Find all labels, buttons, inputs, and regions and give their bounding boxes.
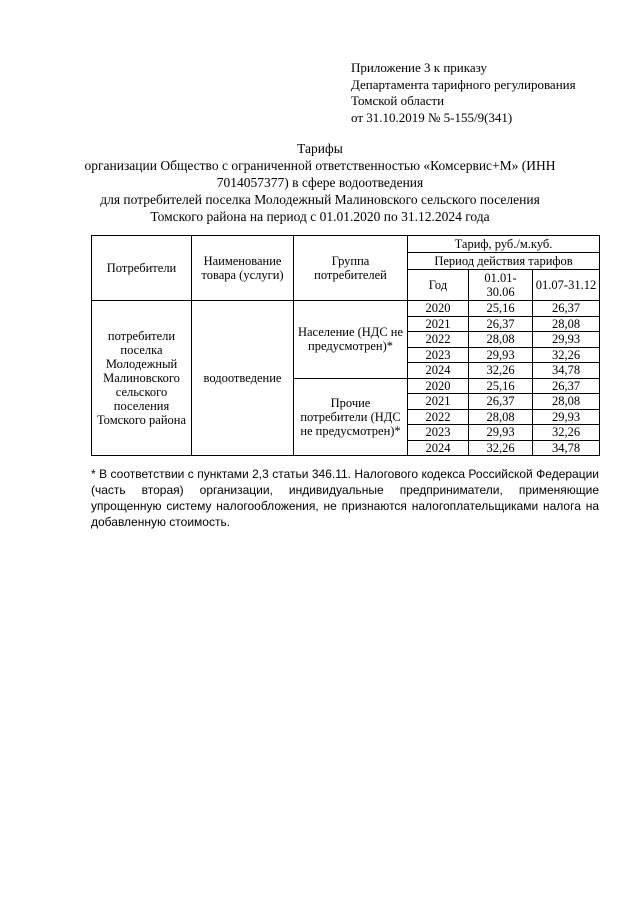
tariff-half2-cell: 29,93 xyxy=(533,409,600,425)
tariff-half2-cell: 28,08 xyxy=(533,316,600,332)
title-line: организации Общество с ограниченной ответственностью «Комсервис+М» (ИНН xyxy=(84,158,556,173)
consumers-cell: потребители поселка Молодежный Малиновского сельского поселения Томского района xyxy=(92,301,192,456)
tariff-half1-cell: 28,08 xyxy=(469,332,533,348)
tariff-half2-cell: 26,37 xyxy=(533,301,600,317)
tariff-half2-cell: 32,26 xyxy=(533,347,600,363)
appendix-order-reference: от 31.10.2019 № 5-155/9(341) xyxy=(351,109,513,125)
year-cell: 2024 xyxy=(408,440,469,456)
tariff-half1-cell: 29,93 xyxy=(469,347,533,363)
tariff-half1-cell: 32,26 xyxy=(469,440,533,456)
title-line: Тарифы xyxy=(297,141,343,156)
header-year: Год xyxy=(408,270,469,301)
year-cell: 2020 xyxy=(408,301,469,317)
tariff-half2-cell: 32,26 xyxy=(533,425,600,441)
tariff-half2-cell: 34,78 xyxy=(533,363,600,379)
title-line: Томского района на период с 01.01.2020 по 31.12.2024 года xyxy=(150,209,490,224)
service-cell: водоотведение xyxy=(192,301,294,456)
tariff-half1-cell: 26,37 xyxy=(469,316,533,332)
header-group: Группа потребителей xyxy=(294,236,408,301)
appendix-line: Департамента тарифного регулирования xyxy=(351,76,576,92)
footnote: * В соответствии с пунктами 2,3 статьи 346.11. Налогового кодекса Российской Федерации (часть вторая) организации, индивидуальные предприниматели, применяющие упрощенную систему налогообложения, не признаются налогоплательщиками налога на добавленную стоимость. xyxy=(91,467,599,529)
tariff-half2-cell: 34,78 xyxy=(533,440,600,456)
document-title xyxy=(70,140,570,225)
header-service: Наименование товара (услуги) xyxy=(192,236,294,301)
tariff-half1-cell: 28,08 xyxy=(469,409,533,425)
year-cell: 2022 xyxy=(408,409,469,425)
tariff-half1-cell: 26,37 xyxy=(469,394,533,410)
group-cell: Прочие потребители (НДС не предусмотрен)* xyxy=(294,378,408,456)
tariff-half1-cell: 32,26 xyxy=(469,363,533,379)
tariff-half1-cell: 25,16 xyxy=(469,301,533,317)
group-cell: Население (НДС не предусмотрен)* xyxy=(294,301,408,379)
tariff-half2-cell: 28,08 xyxy=(533,394,600,410)
table-row xyxy=(92,301,600,317)
appendix-line: Томской области xyxy=(351,93,445,108)
appendix-header xyxy=(351,60,611,126)
year-cell: 2021 xyxy=(408,394,469,410)
year-cell: 2022 xyxy=(408,332,469,348)
year-cell: 2024 xyxy=(408,363,469,379)
header-tariff: Тариф, руб./м.куб. xyxy=(408,236,600,253)
year-cell: 2023 xyxy=(408,425,469,441)
tariff-half2-cell: 26,37 xyxy=(533,378,600,394)
title-line: для потребителей поселка Молодежный Малиновского сельского поселения xyxy=(100,192,540,207)
tariff-half2-cell: 29,93 xyxy=(533,332,600,348)
year-cell: 2021 xyxy=(408,316,469,332)
appendix-line: Приложение 3 к приказу xyxy=(351,60,488,75)
header-period: Период действия тарифов xyxy=(408,253,600,270)
header-consumers: Потребители xyxy=(92,236,192,301)
year-cell: 2020 xyxy=(408,378,469,394)
tariff-half1-cell: 25,16 xyxy=(469,378,533,394)
header-half2: 01.07-31.12 xyxy=(533,270,600,301)
header-half1: 01.01-30.06 xyxy=(469,270,533,301)
tariff-half1-cell: 29,93 xyxy=(469,425,533,441)
year-cell: 2023 xyxy=(408,347,469,363)
title-line: 7014057377) в сфере водоотведения xyxy=(216,175,424,190)
tariff-table xyxy=(91,235,600,456)
